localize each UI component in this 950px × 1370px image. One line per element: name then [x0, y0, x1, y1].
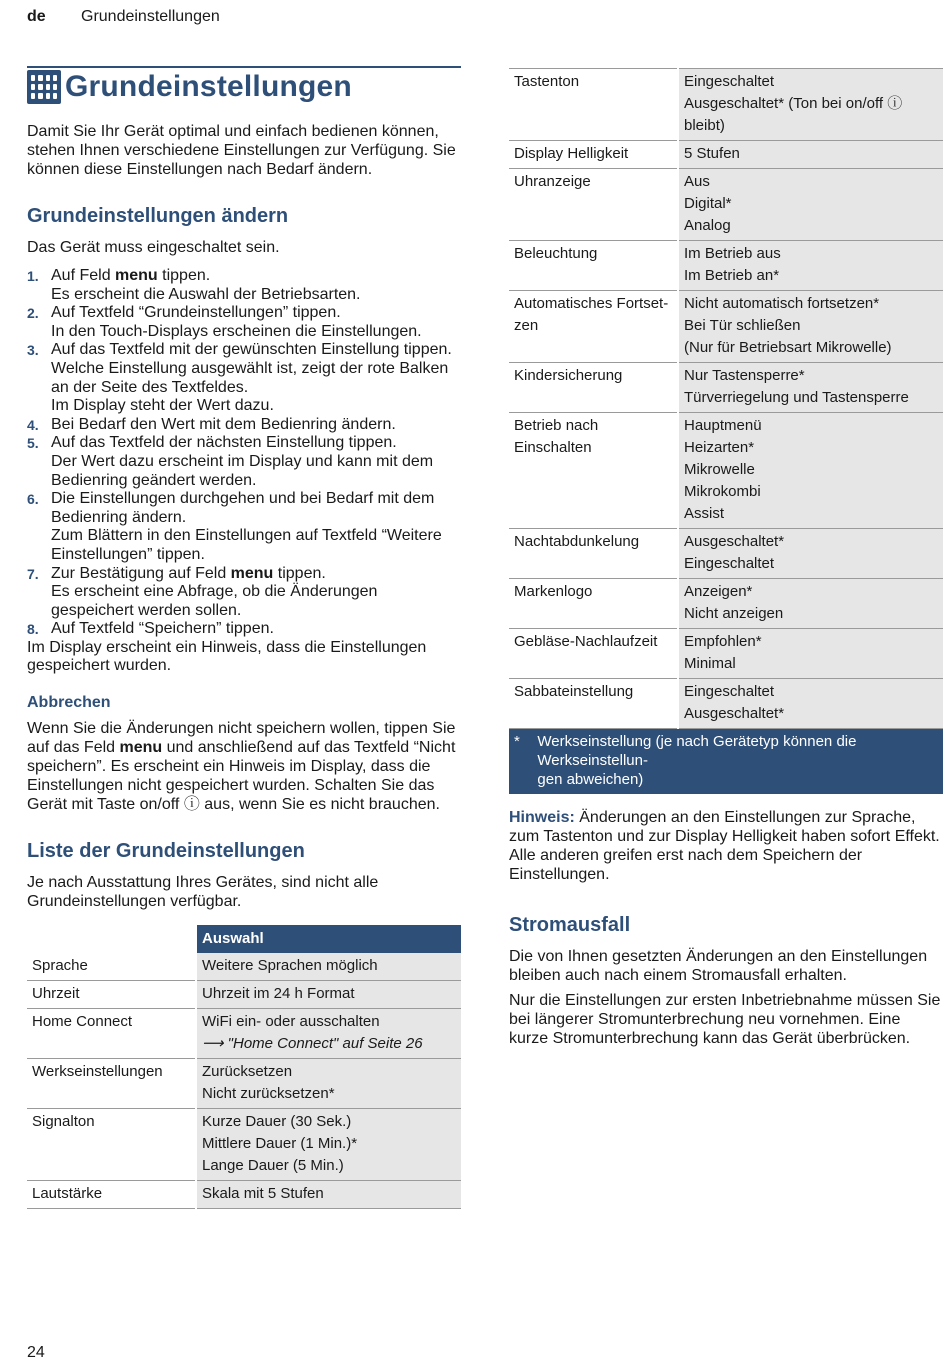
settings-table-1 — [27, 925, 461, 1209]
note-label: Hinweis: — [509, 809, 575, 826]
setting-value: Lange Dauer (5 Min.) — [202, 1157, 344, 1175]
factory-setting-footnote — [509, 729, 943, 794]
table-row — [27, 981, 461, 1009]
steps-list — [27, 267, 461, 639]
setting-values — [678, 579, 943, 629]
setting-value: Skala mit 5 Stufen — [202, 1185, 324, 1203]
cancel-text: Wenn Sie die Änderungen nicht speichern wollen, tippen Sie auf das Feld menu und anschließend auf das Textfeld “Nicht speichern”. Es erscheint ein Hinweis im Display, dass die Einstellungen nicht gespeichert wurden. Schalten Sie das Gerät mit Taste on/off ⓘ aus, wenn Sie es nicht brauchen. — [27, 720, 456, 814]
setting-name: Beleuchtung — [509, 241, 678, 291]
settings-table-2 — [509, 68, 943, 729]
setting-name: Display Helligkeit — [509, 141, 678, 169]
setting-value: Eingeschaltet — [684, 555, 775, 572]
setting-value: ⟶ "Home Connect" auf Seite 26 — [202, 1035, 423, 1053]
setting-name: Lautstärke — [27, 1181, 196, 1209]
setting-values — [678, 241, 943, 291]
table-row — [509, 169, 943, 241]
table-row — [509, 529, 943, 579]
setting-value: Nicht automatisch fortsetzen* — [684, 295, 880, 312]
setting-values — [678, 169, 943, 241]
setting-values — [196, 1059, 461, 1109]
setting-values — [678, 291, 943, 363]
table-row — [27, 1109, 461, 1181]
setting-value: Aus — [684, 173, 710, 190]
setting-values — [678, 629, 943, 679]
setting-name: Kindersicherung — [509, 363, 678, 413]
heading-settings-list: Liste der Grundeinstellungen — [27, 840, 305, 863]
step-1: 1. Auf Feld menu tippen. Es erscheint die Auswahl der Betriebsarten. — [27, 267, 461, 304]
setting-value: Ausgeschaltet* — [684, 705, 785, 722]
step-result: Welche Einstellung ausgewählt ist, zeigt der rote Balken an der Seite des Textfeldes. — [51, 359, 449, 396]
setting-value: Mikrowelle — [684, 461, 755, 478]
setting-name: Signalton — [27, 1109, 196, 1181]
setting-name: Uhrzeit — [27, 981, 196, 1009]
note-text: Hinweis: Änderungen an den Einstellungen zur Sprache, zum Tastenton und zur Display Helligkeit haben sofort Effekt. Alle anderen greifen erst nach dem Speichern der Einstellungen. — [509, 809, 940, 883]
page-title: Grundeinstellungen — [65, 70, 352, 103]
settings-list-intro: Je nach Ausstattung Ihres Gerätes, sind nicht alle Grundeinstellungen verfügbar. — [27, 874, 379, 911]
setting-value: Assist — [684, 505, 725, 522]
setting-name: Home Connect — [27, 1009, 196, 1059]
right-column — [509, 68, 943, 1048]
setting-value: Kurze Dauer (30 Sek.) — [202, 1113, 352, 1131]
table-row — [27, 953, 461, 981]
setting-value: Heizarten* — [684, 439, 755, 456]
setting-value: Eingeschaltet — [684, 683, 775, 700]
final-result-text: Im Display erscheint ein Hinweis, dass die Einstellungen gespeichert wurden. — [27, 638, 427, 675]
step-8: 8. Auf Textfeld “Speichern” tippen. — [27, 620, 274, 638]
setting-value: Mikrokombi — [684, 483, 761, 500]
setting-values — [196, 953, 461, 981]
setting-values — [678, 363, 943, 413]
setting-value: Analog — [684, 217, 731, 234]
column-header-choice: Auswahl — [196, 925, 461, 953]
step-result: In den Touch-Displays erscheinen die Einstellungen. — [51, 322, 422, 340]
page-title-bar — [27, 66, 461, 104]
setting-value: Mittlere Dauer (1 Min.)* — [202, 1135, 358, 1153]
setting-value: Nur Tastensperre* — [684, 367, 805, 384]
step-result: Es erscheint eine Abfrage, ob die Änderungen gespeichert werden sollen. — [51, 583, 378, 619]
setting-value: Nicht anzeigen — [684, 605, 784, 622]
heading-change-settings: Grundeinstellungen ändern — [27, 205, 289, 227]
setting-values — [678, 529, 943, 579]
step-result: Der Wert dazu erscheint im Display und kann mit dem Bedienring geändert werden. — [51, 452, 434, 489]
menu-keyword: menu — [230, 564, 274, 582]
step-6: 6. Die Einstellungen durchgehen und bei Bedarf mit dem Bedienring ändern. Zum Blättern in den Einstellungen auf Textfeld “Weitere Einstellungen” tippen. — [27, 490, 461, 564]
setting-value: Bei Tür schließen — [684, 317, 801, 334]
setting-name: Werkseinstellungen — [27, 1059, 196, 1109]
step-5: 5. Auf das Textfeld der nächsten Einstellung tippen. Der Wert dazu erscheint im Display und kann mit dem Bedienring geändert werden. — [27, 434, 461, 490]
setting-values — [196, 1009, 461, 1059]
table-row — [509, 579, 943, 629]
menu-keyword: menu — [115, 267, 158, 284]
setting-value: Anzeigen* — [684, 583, 753, 600]
step-result: Im Display steht der Wert dazu. — [51, 397, 274, 415]
header-section: Grundeinstellungen — [81, 8, 220, 25]
setting-value: Hauptmenü — [684, 417, 762, 434]
setting-values — [196, 1109, 461, 1181]
setting-name: Nachtabdunkelung — [509, 529, 678, 579]
setting-name: Markenlogo — [509, 579, 678, 629]
setting-name: Betrieb nach Einschalten — [509, 413, 678, 529]
setting-value: Im Betrieb aus — [684, 245, 781, 262]
setting-value: WiFi ein- oder ausschalten — [202, 1013, 380, 1031]
setting-value: Uhrzeit im 24 h Format — [202, 985, 355, 1003]
table-row — [27, 1059, 461, 1109]
setting-values — [196, 1181, 461, 1209]
setting-value: Zurücksetzen — [202, 1063, 293, 1081]
power-failure-text-2: Nur die Einstellungen zur ersten Inbetriebnahme müssen Sie bei längerer Stromunterbrechung neu vornehmen. Eine kurze Stromunterbrechung kann das Gerät überbrücken. — [509, 992, 941, 1047]
setting-values — [678, 413, 943, 529]
setting-name: Tastenton — [509, 69, 678, 141]
setting-value: Türverriegelung und Tastensperre — [684, 389, 909, 406]
setting-value: Nicht zurücksetzen* — [202, 1085, 335, 1103]
table-row — [27, 1009, 461, 1059]
table-row — [509, 69, 943, 141]
page-header — [27, 8, 220, 26]
table-row — [509, 363, 943, 413]
setting-values — [196, 981, 461, 1009]
setting-value: Weitere Sprachen möglich — [202, 957, 378, 975]
table-row — [509, 241, 943, 291]
table-row — [27, 1181, 461, 1209]
table-row — [509, 629, 943, 679]
setting-value: Empfohlen* — [684, 633, 762, 650]
table-row — [509, 413, 943, 529]
footnote-text: Werkseinstellung (je nach Gerätetyp können die Werkseinstellun- gen abweichen) — [537, 733, 857, 788]
power-failure-text-1: Die von Ihnen gesetzten Änderungen an den Einstellungen bleiben auch nach einem Stromausfall erhalten. — [509, 948, 928, 984]
step-2: 2. Auf Textfeld “Grundeinstellungen” tippen. In den Touch-Displays erscheinen die Einstellungen. — [27, 304, 461, 341]
table-row — [509, 141, 943, 169]
setting-value: Ausgeschaltet* (Ton bei on/off ⓘ bleibt) — [684, 95, 903, 134]
setting-values — [678, 141, 943, 169]
setting-values — [678, 69, 943, 141]
setting-name: Sprache — [27, 953, 196, 981]
language-code: de — [27, 8, 46, 25]
step-4: 4. Bei Bedarf den Wert mit dem Bedienring ändern. — [27, 415, 396, 433]
footnote-star: * — [514, 733, 520, 750]
table-row — [509, 679, 943, 729]
column-header-setting: Einstellung — [27, 925, 196, 953]
table-row — [509, 291, 943, 363]
left-column — [27, 66, 461, 1209]
step-result: Es erscheint die Auswahl der Betriebsarten. — [51, 285, 361, 303]
heading-cancel: Abbrechen — [27, 694, 111, 712]
setting-values — [678, 679, 943, 729]
setting-name: Automatisches Fortset- zen — [509, 291, 678, 363]
setting-value: Digital* — [684, 195, 732, 212]
step-result: Zum Blättern in den Einstellungen auf Textfeld “Weitere Einstellungen” tippen. — [51, 527, 442, 563]
setting-value: (Nur für Betriebsart Mikrowelle) — [684, 339, 892, 356]
heading-power-failure: Stromausfall — [509, 914, 631, 936]
setting-value: Minimal — [684, 655, 736, 672]
setting-value: Eingeschaltet — [684, 73, 775, 90]
precondition-text: Das Gerät muss eingeschaltet sein. — [27, 239, 280, 256]
step-3: 3. Auf das Textfeld mit der gewünschten Einstellung tippen. Welche Einstellung ausgewählt ist, zeigt der rote Balken an der Seite des Textfeldes. Im Display steht der Wert dazu. — [27, 341, 461, 415]
setting-name: Uhranzeige — [509, 169, 678, 241]
page-number: 24 — [27, 1344, 45, 1361]
table-header-row — [27, 925, 461, 953]
setting-value: Ausgeschaltet* — [684, 533, 785, 550]
settings-grid-icon — [27, 70, 61, 104]
setting-name: Gebläse-Nachlaufzeit — [509, 629, 678, 679]
setting-value: Im Betrieb an* — [684, 267, 780, 284]
intro-text: Damit Sie Ihr Gerät optimal und einfach bedienen können, stehen Ihnen verschiedene Einstellungen zur Verfügung. Sie können diese Einstellungen nach Bedarf ändern. — [27, 123, 456, 178]
step-7: 7. Zur Bestätigung auf Feld menu tippen. Es erscheint eine Abfrage, ob die Änderungen gespeichert werden sollen. — [27, 565, 461, 621]
menu-keyword: menu — [119, 739, 163, 757]
setting-name: Sabbateinstellung — [509, 679, 678, 729]
setting-value: 5 Stufen — [684, 145, 740, 162]
